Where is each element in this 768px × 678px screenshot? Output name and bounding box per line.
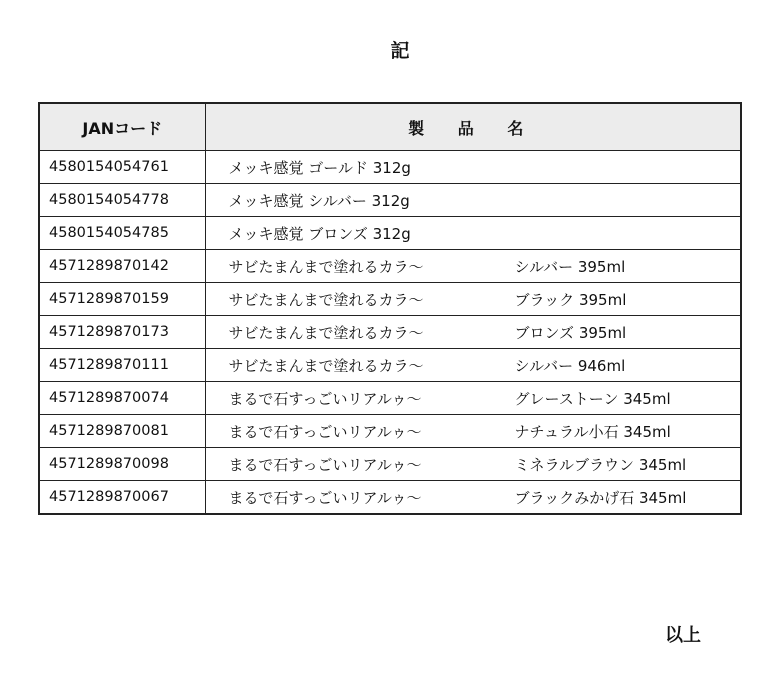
product-variant: ブロンズ 395ml	[514, 323, 627, 342]
product-line-name: まるで石すっごいリアルゥ〜	[228, 488, 422, 507]
product-variant: グレーストーン 345ml	[514, 389, 671, 408]
product-name-cell	[205, 316, 741, 349]
product-name-cell	[205, 382, 741, 415]
jan-code-cell: 4571289870081	[39, 415, 205, 448]
table-row	[39, 151, 741, 184]
product-name-header: 製 品 名	[205, 103, 741, 151]
product-name-cell	[205, 349, 741, 382]
jan-code-cell: 4571289870067	[39, 481, 205, 515]
jan-code-cell: 4571289870074	[39, 382, 205, 415]
product-line-name: サビたまんまで塗れるカラ〜	[228, 356, 424, 375]
product-line-name: サビたまんまで塗れるカラ〜	[228, 323, 424, 342]
table-row	[39, 349, 741, 382]
product-variant: ミネラルブラウン 345ml	[514, 455, 687, 474]
product-name-cell	[205, 184, 741, 217]
document-closing: 以上	[665, 625, 701, 646]
product-line-name: サビたまんまで塗れるカラ〜	[228, 257, 424, 276]
table-row	[39, 382, 741, 415]
product-table	[38, 102, 742, 515]
table-row	[39, 415, 741, 448]
product-variant: シルバー 395ml	[514, 257, 626, 276]
table-row	[39, 184, 741, 217]
table-row	[39, 316, 741, 349]
jan-code-cell: 4571289870173	[39, 316, 205, 349]
jan-code-cell: 4580154054778	[39, 184, 205, 217]
jan-code-cell: 4571289870159	[39, 283, 205, 316]
product-line-name: メッキ感覚 ゴールド 312g	[228, 158, 411, 177]
jan-code-cell: 4580154054761	[39, 151, 205, 184]
jan-code-header: JANコード	[39, 103, 205, 151]
jan-code-cell: 4571289870098	[39, 448, 205, 481]
product-name-cell	[205, 283, 741, 316]
product-name-cell	[205, 415, 741, 448]
product-name-cell	[205, 250, 741, 283]
jan-code-cell: 4571289870111	[39, 349, 205, 382]
product-line-name: メッキ感覚 ブロンズ 312g	[228, 224, 411, 243]
table-row	[39, 448, 741, 481]
jan-code-cell: 4571289870142	[39, 250, 205, 283]
product-name-cell	[205, 448, 741, 481]
product-line-name: まるで石すっごいリアルゥ〜	[228, 389, 422, 408]
product-variant: ナチュラル小石 345ml	[514, 422, 671, 441]
product-line-name: まるで石すっごいリアルゥ〜	[228, 455, 422, 474]
product-line-name: メッキ感覚 シルバー 312g	[228, 191, 410, 210]
product-variant: ブラックみかげ石 345ml	[514, 488, 687, 507]
table-row	[39, 481, 741, 515]
product-variant: シルバー 946ml	[514, 356, 626, 375]
table-header-row	[39, 103, 741, 151]
document-heading: 記	[390, 40, 410, 62]
table-row	[39, 283, 741, 316]
product-variant: ブラック 395ml	[514, 290, 627, 309]
product-name-cell	[205, 151, 741, 184]
product-name-cell	[205, 481, 741, 515]
jan-code-cell: 4580154054785	[39, 217, 205, 250]
table-row	[39, 217, 741, 250]
table-row	[39, 250, 741, 283]
product-name-cell	[205, 217, 741, 250]
product-line-name: サビたまんまで塗れるカラ〜	[228, 290, 424, 309]
product-line-name: まるで石すっごいリアルゥ〜	[228, 422, 422, 441]
